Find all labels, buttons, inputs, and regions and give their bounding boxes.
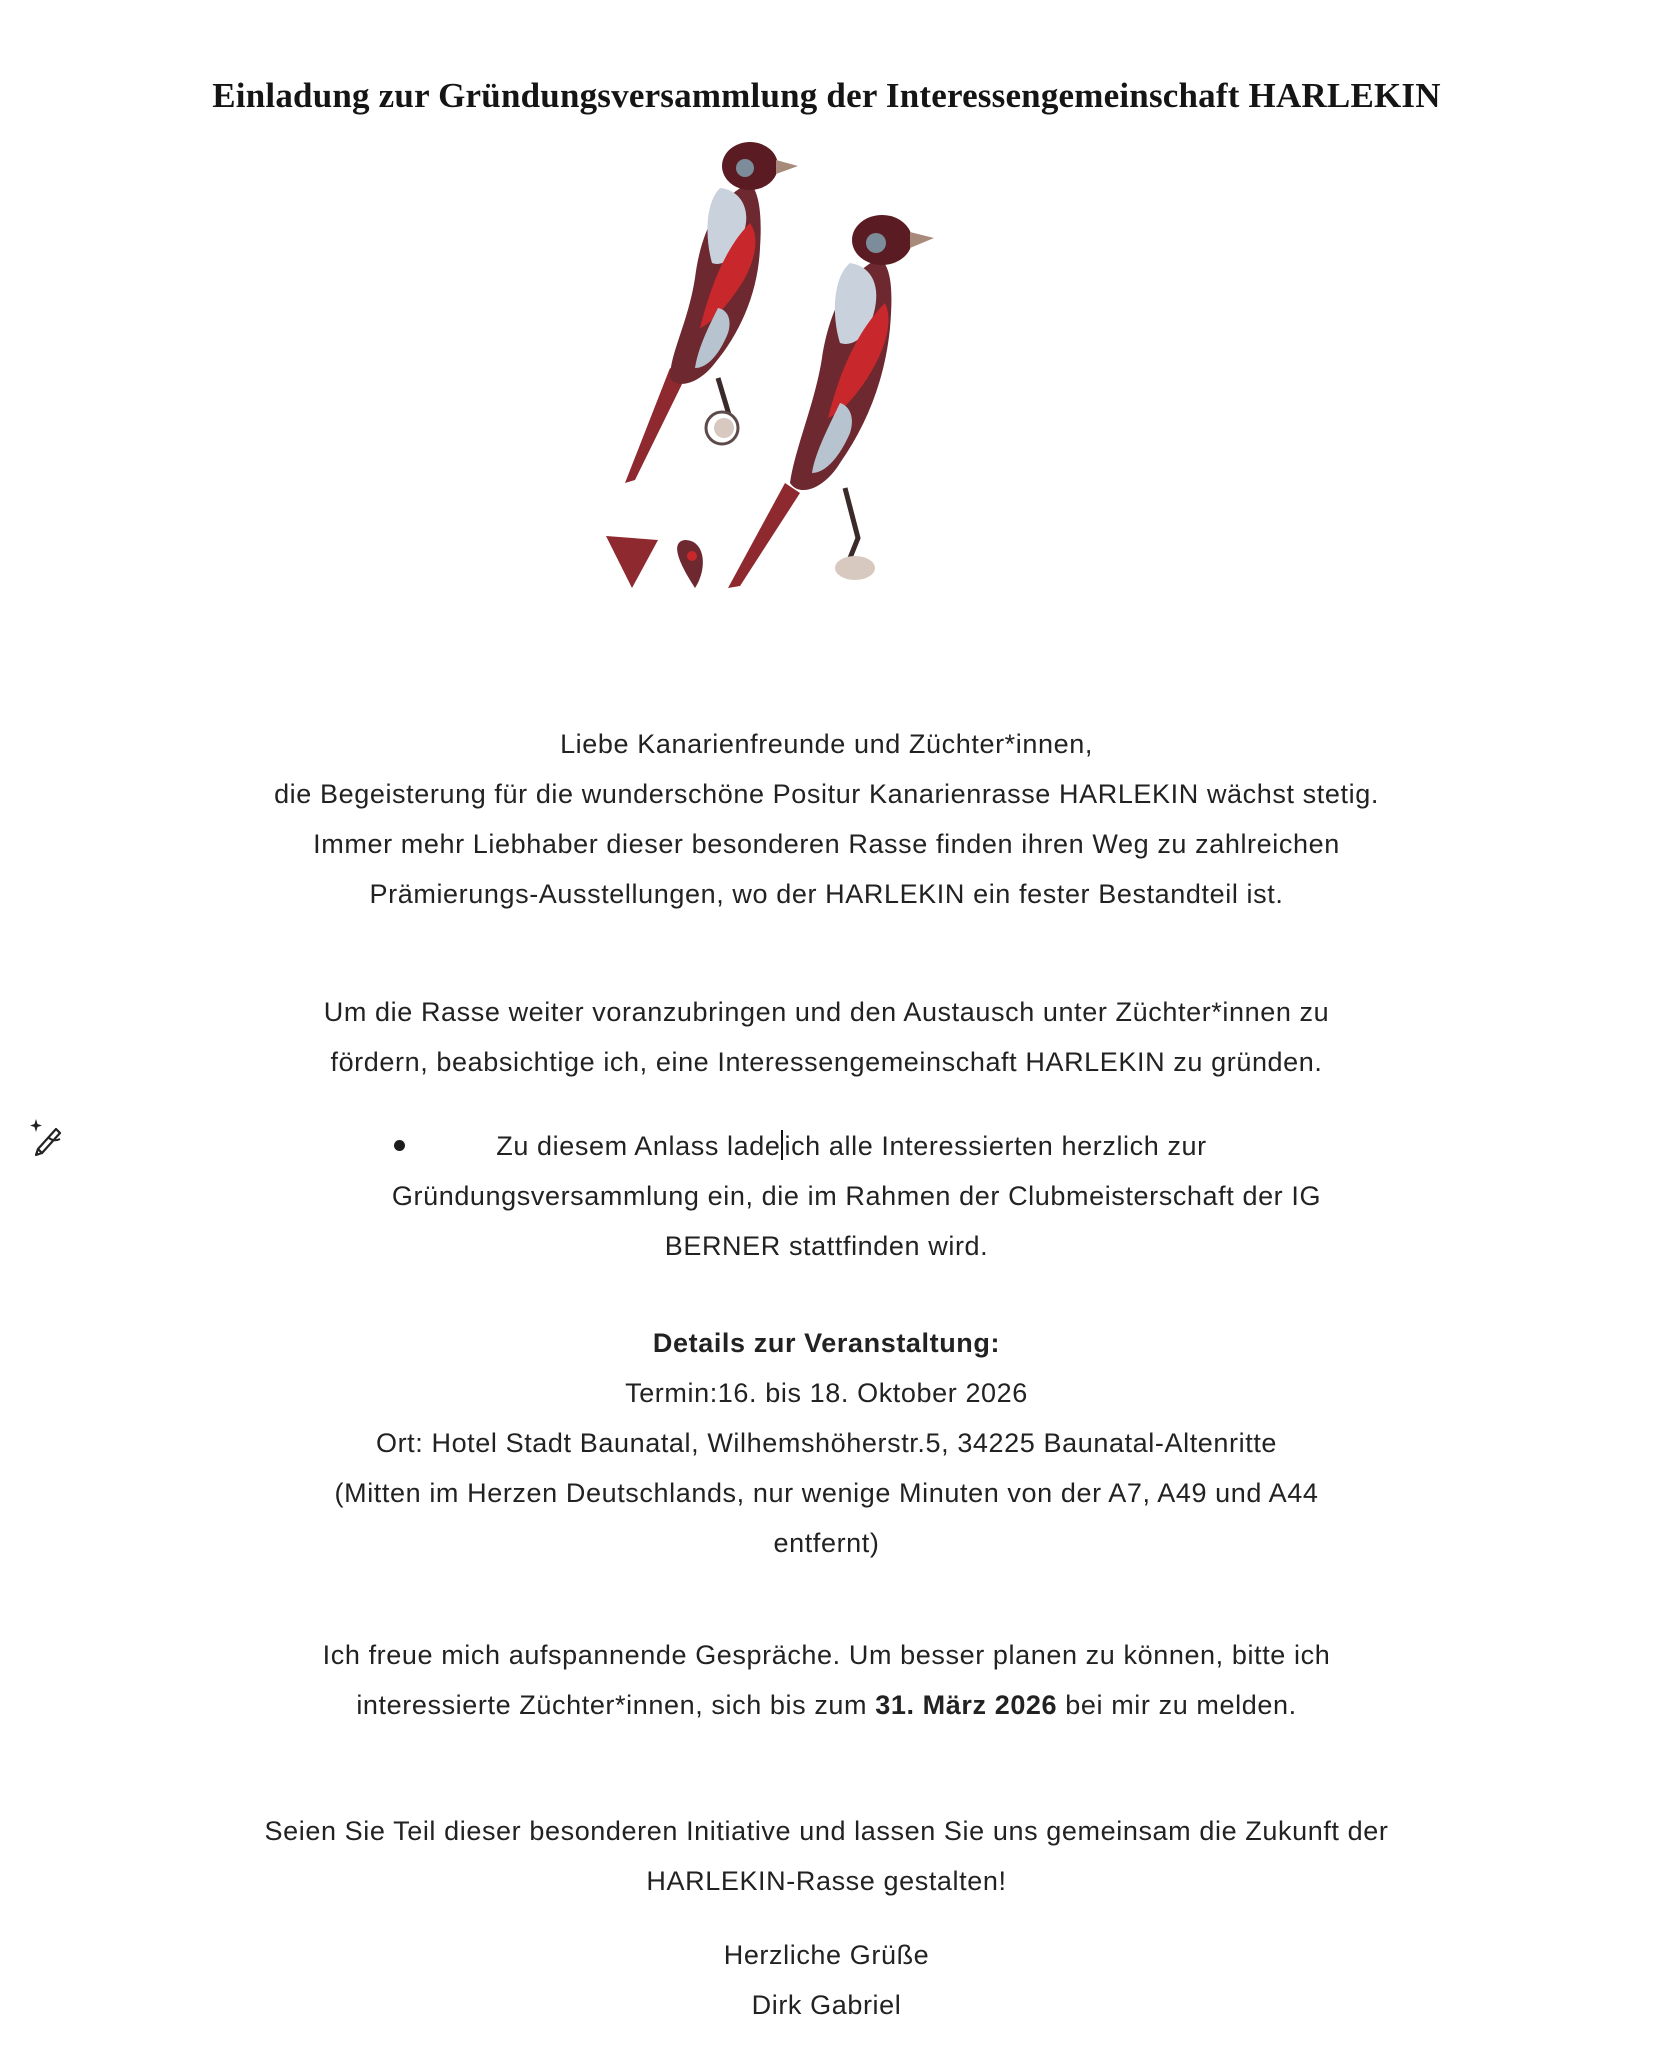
intro-paragraph — [120, 719, 1533, 919]
purpose-line: fördern, beabsichtige ich, eine Interessengemeinschaft HARLEKIN zu gründen. — [330, 1047, 1323, 1077]
intro-line: Immer mehr Liebhaber dieser besonderen Rasse finden ihren Weg zu zahlreichen — [313, 829, 1340, 859]
signoff: Herzliche Grüße — [723, 1940, 930, 1970]
details-ort: Ort: Hotel Stadt Baunatal, Wilhemshöherstr.5, 34225 Baunatal-Altenritte — [375, 1428, 1278, 1458]
page-title: Einladung zur Gründungsversammlung der Interessengemeinschaft HARLEKIN — [212, 76, 1441, 115]
details-note: entfernt) — [773, 1528, 880, 1558]
harlekin-canary-birds-icon — [600, 128, 1020, 598]
details-termin: Termin:16. bis 18. Oktober 2026 — [625, 1378, 1028, 1408]
triangle-shape-icon — [606, 536, 658, 588]
call-to-action — [120, 1806, 1533, 1906]
magic-pen-icon[interactable] — [26, 1115, 70, 1159]
deadline-date: 31. März 2026 — [875, 1690, 1058, 1720]
intro-line: Prämierungs-Ausstellungen, wo der HARLEKIN ein fester Bestandteil ist. — [369, 879, 1284, 909]
cta-line: Seien Sie Teil dieser besonderen Initiative und lassen Sie uns gemeinsam die Zukunft der — [264, 1816, 1389, 1846]
details-section — [120, 1318, 1533, 1568]
bullet-line: Gründungsversammlung ein, die im Rahmen der Clubmeisterschaft der IG — [391, 1181, 1322, 1211]
bullet-line — [120, 1121, 1533, 1171]
purpose-paragraph — [120, 987, 1533, 1087]
closing-line — [120, 1680, 1533, 1730]
bird-lower — [728, 215, 934, 588]
drop-shape-icon — [677, 540, 703, 588]
bullet-line: BERNER stattfinden wird. — [664, 1231, 989, 1261]
closing-paragraph — [120, 1630, 1533, 1730]
purpose-line: Um die Rasse weiter voranzubringen und den Austausch unter Züchter*innen zu — [323, 997, 1330, 1027]
details-note: (Mitten im Herzen Deutschlands, nur wenige Minuten von der A7, A49 und A44 — [334, 1478, 1319, 1508]
details-heading: Details zur Veranstaltung: — [652, 1328, 1001, 1358]
intro-line: die Begeisterung für die wunderschöne Positur Kanarienrasse HARLEKIN wächst stetig. — [274, 779, 1379, 809]
signoff-block — [120, 1930, 1533, 2030]
bullet-text-after-cursor: ich alle Interessierten herzlich zur — [784, 1131, 1207, 1161]
signature: Dirk Gabriel — [751, 1990, 902, 2020]
bullet-text-before-cursor: Zu diesem Anlass lade — [496, 1131, 781, 1161]
cta-line: HARLEKIN-Rasse gestalten! — [646, 1866, 1007, 1896]
closing-text: interessierte Züchter*innen, sich bis zum — [356, 1690, 868, 1720]
bullet-paragraph — [120, 1121, 1533, 1271]
closing-text: bei mir zu melden. — [1065, 1690, 1297, 1720]
closing-line: Ich freue mich aufspannende Gespräche. Um besser planen zu können, bitte ich — [322, 1640, 1331, 1670]
bird-upper — [625, 142, 798, 483]
greeting: Liebe Kanarienfreunde und Züchter*innen, — [560, 729, 1093, 759]
